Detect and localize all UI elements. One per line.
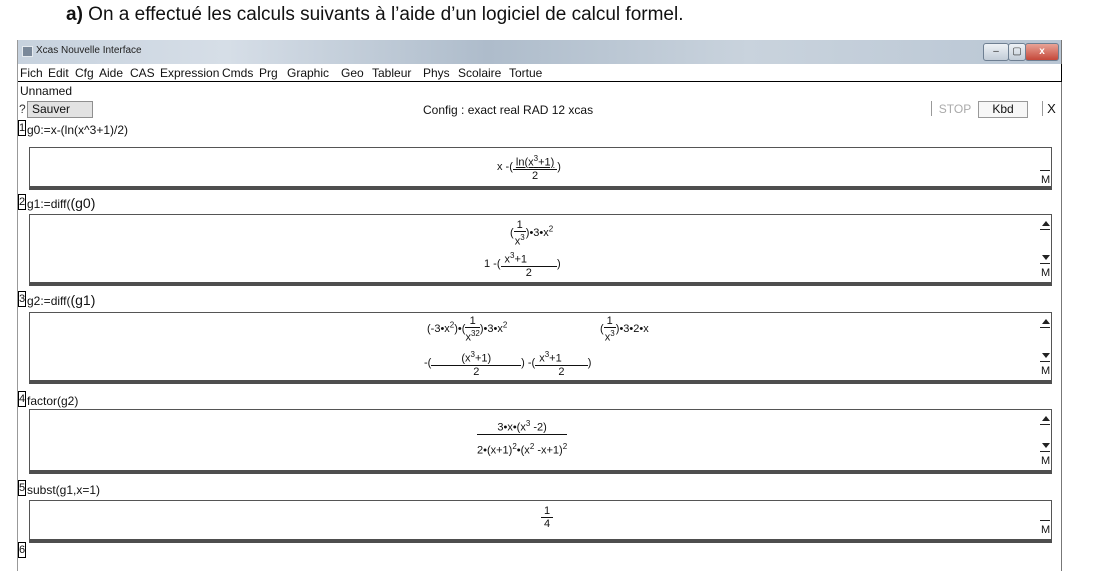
output-expression — [477, 418, 567, 456]
minimize-button[interactable]: – — [983, 43, 1009, 61]
expr-num: 3•x•(x — [497, 421, 526, 434]
a-fden-exp2: 2 — [475, 329, 480, 338]
fraction-num: 1 — [604, 315, 616, 328]
expr-den-exp3: 2 — [562, 441, 568, 451]
fraction — [535, 349, 588, 378]
expr-num-tail: -2) — [530, 421, 547, 434]
scroll-down-icon[interactable] — [1042, 255, 1050, 260]
expr-num-tail: +1) — [538, 156, 555, 169]
m-label[interactable]: M — [1041, 174, 1051, 186]
a-post-exp: 2 — [502, 320, 508, 330]
menu-geo[interactable]: Geo — [341, 66, 364, 80]
close-session-button[interactable]: X — [1042, 101, 1060, 116]
expr-post: ) — [557, 161, 561, 174]
expr-num: ln(x — [515, 156, 534, 169]
fraction-num — [477, 418, 567, 435]
fraction-num — [513, 153, 557, 170]
fraction-num — [535, 349, 588, 366]
output-area[interactable] — [29, 500, 1052, 543]
output-scrollbar[interactable] — [1040, 313, 1051, 380]
expr-num1-exp: 3 — [470, 350, 475, 359]
a-fden: x — [465, 331, 471, 344]
expr-exp: 3 — [510, 251, 515, 260]
expr-num-tail: +1 — [514, 253, 527, 266]
b-pre: ( — [600, 323, 604, 336]
command-tail: (g0) — [70, 195, 96, 211]
scroll-up-icon[interactable] — [1042, 319, 1050, 324]
stop-button[interactable]: STOP — [931, 101, 978, 116]
expr-mid: ) -( — [521, 357, 536, 370]
scroll-line — [1040, 361, 1050, 362]
command-text[interactable] — [27, 392, 78, 408]
level-number[interactable]: 2 — [19, 196, 26, 208]
fraction-den — [514, 232, 526, 248]
scroll-line — [1040, 263, 1050, 264]
fraction — [513, 153, 557, 182]
a-fden-exp: 3 — [470, 329, 476, 338]
output-scrollbar[interactable] — [1040, 410, 1051, 470]
menu-cas[interactable]: CAS — [130, 66, 155, 80]
expr-num2-exp: 3 — [544, 350, 550, 359]
scroll-line — [1040, 170, 1050, 171]
command-line[interactable] — [18, 120, 1061, 136]
history-level — [18, 291, 1061, 388]
fraction — [431, 349, 521, 378]
expr-pre: x -( — [497, 161, 513, 174]
fraction — [604, 315, 616, 344]
command-line[interactable] — [18, 291, 1061, 307]
scroll-down-icon[interactable] — [1042, 443, 1050, 448]
fraction — [465, 315, 479, 344]
fraction — [477, 418, 567, 456]
b-post: )•3•2•x — [615, 323, 649, 336]
output-expression — [424, 349, 591, 378]
menu-prg[interactable]: Prg — [259, 66, 278, 80]
output-area[interactable] — [29, 214, 1052, 286]
command-text[interactable] — [27, 195, 95, 211]
close-window-button[interactable]: x — [1025, 43, 1059, 61]
level-number[interactable]: 1 — [19, 122, 26, 134]
m-label[interactable]: M — [1041, 365, 1051, 377]
output-numerator — [510, 219, 553, 248]
menu-phys[interactable]: Phys — [423, 66, 450, 80]
output-scrollbar[interactable] — [1040, 148, 1051, 186]
history-level — [18, 391, 1061, 478]
scroll-down-icon[interactable] — [1042, 353, 1050, 358]
scroll-up-icon[interactable] — [1042, 221, 1050, 226]
expr-den-tail: -x+1) — [534, 444, 563, 457]
menu-tortue[interactable]: Tortue — [509, 66, 543, 80]
top-post: )•3•x — [525, 227, 549, 240]
fraction — [514, 219, 526, 248]
expr-den-exp2: 2 — [529, 441, 535, 451]
expr-num1-tail: +1) — [474, 352, 492, 365]
scroll-line — [1040, 229, 1050, 230]
maximize-button[interactable]: ▢ — [1008, 43, 1026, 61]
b-fden: x — [604, 331, 611, 344]
level-number[interactable]: 4 — [19, 393, 26, 405]
output-expression — [541, 505, 553, 530]
fraction-den: 2 — [558, 365, 565, 378]
expr-den-exp: 2 — [512, 441, 517, 451]
command-text[interactable] — [27, 292, 95, 308]
window-title: Xcas Nouvelle Interface — [36, 45, 142, 56]
menu-cfg[interactable]: Cfg — [75, 66, 94, 80]
xcas-window — [17, 40, 1062, 571]
history-level — [18, 194, 1061, 289]
fraction-den — [604, 328, 616, 344]
level-number[interactable]: 3 — [19, 293, 26, 305]
output-area[interactable] — [29, 312, 1052, 384]
output-scrollbar[interactable] — [1040, 215, 1051, 282]
command-line[interactable] — [18, 542, 1061, 558]
m-label[interactable]: M — [1041, 267, 1051, 279]
menu-cmds[interactable]: Cmds — [222, 66, 254, 80]
output-expression — [497, 153, 561, 182]
scroll-line — [1040, 451, 1050, 452]
fraction-den: 2 — [525, 266, 532, 279]
expr-num2: x — [539, 352, 545, 365]
expr-num1: (x — [461, 352, 471, 365]
fraction-den: 2 — [532, 169, 539, 182]
level-number[interactable]: 5 — [19, 482, 26, 494]
level-number[interactable]: 6 — [19, 544, 26, 556]
toolbar — [18, 101, 1061, 118]
fraction-den — [477, 435, 567, 457]
expr-num-exp: 3 — [525, 419, 531, 428]
history-level — [18, 542, 1061, 558]
expr-exp: 3 — [533, 154, 539, 163]
scroll-line — [1040, 520, 1050, 521]
menu-bar — [18, 64, 1062, 82]
scroll-line — [1040, 424, 1050, 425]
fraction-den: 4 — [544, 518, 551, 530]
output-scrollbar[interactable] — [1040, 501, 1051, 539]
a-post: )•3•x — [479, 323, 503, 336]
output-area[interactable] — [29, 147, 1052, 190]
output-numerator-b — [600, 315, 649, 344]
fraction-num: 1 — [541, 505, 553, 518]
title-bar[interactable] — [18, 40, 1061, 64]
b-fden-exp: 3 — [610, 329, 615, 338]
fraction-num: 1 — [514, 219, 526, 232]
a-mid: )•( — [454, 323, 466, 336]
config-status[interactable]: Config : exact real RAD 12 xcas — [423, 103, 594, 117]
menu-fich[interactable]: Fich — [20, 66, 43, 80]
command-text[interactable] — [27, 121, 128, 137]
output-expression — [484, 250, 561, 279]
expr-pre: 1 -( — [484, 258, 501, 271]
top-den: x — [514, 235, 521, 248]
command-line[interactable] — [18, 391, 1061, 407]
command-code: g1:=diff( — [27, 197, 71, 211]
keyboard-button[interactable]: Kbd — [978, 101, 1028, 118]
fraction — [541, 505, 553, 530]
command-code: subst(g1,x=1) — [27, 483, 101, 497]
command-code: g2:=diff( — [27, 294, 71, 308]
top-den-exp: 3 — [520, 233, 525, 242]
command-text[interactable] — [27, 481, 100, 497]
expr-num: x — [504, 253, 510, 266]
expr-den-mid: •(x — [516, 444, 530, 457]
menu-expression[interactable]: Expression — [160, 66, 220, 80]
fraction-num — [431, 349, 521, 366]
m-label[interactable]: M — [1041, 455, 1051, 467]
expr-den: 2•(x+1) — [477, 444, 513, 457]
a-pre: (-3•x — [427, 323, 450, 336]
scroll-up-icon[interactable] — [1042, 416, 1050, 421]
output-numerator-a — [427, 315, 507, 344]
session-name: Unnamed — [20, 84, 73, 98]
help-button[interactable]: ? — [19, 102, 26, 116]
save-button[interactable]: Sauver — [27, 101, 93, 118]
top-pre: ( — [510, 227, 514, 240]
fraction-den: 2 — [473, 365, 480, 378]
menu-aide[interactable]: Aide — [99, 66, 124, 80]
intro-label: a) — [66, 4, 83, 25]
fraction — [501, 250, 558, 279]
a-exp: 2 — [449, 320, 455, 330]
intro-sentence: On a effectué les calculs suivants à l’aide d’un logiciel de calcul formel. — [82, 4, 684, 25]
scroll-line — [1040, 327, 1050, 328]
expr-pre: -( — [424, 357, 432, 370]
menu-scolaire[interactable]: Scolaire — [458, 66, 502, 80]
command-line[interactable] — [18, 480, 1061, 496]
m-label[interactable]: M — [1041, 524, 1051, 536]
menu-edit[interactable]: Edit — [48, 66, 69, 80]
fraction-num — [501, 250, 558, 267]
history-level — [18, 480, 1061, 540]
intro-text — [66, 4, 683, 26]
history-level — [18, 120, 1061, 194]
output-area[interactable] — [29, 409, 1052, 474]
menu-graphic[interactable]: Graphic — [287, 66, 330, 80]
fraction-den — [465, 328, 479, 344]
command-line[interactable] — [18, 194, 1061, 210]
app-icon — [22, 46, 33, 57]
fraction-num: 1 — [465, 315, 479, 328]
menu-tableur[interactable]: Tableur — [372, 66, 412, 80]
command-tail: (g1) — [70, 292, 96, 308]
expr-num2-tail: +1 — [549, 352, 562, 365]
command-code: factor(g2) — [27, 394, 79, 408]
expr-post: ) — [557, 258, 561, 271]
top-exp: 2 — [548, 224, 554, 234]
expr-post: ) — [587, 357, 592, 370]
command-code: g0:=x-(ln(x^3+1)/2) — [27, 123, 129, 137]
